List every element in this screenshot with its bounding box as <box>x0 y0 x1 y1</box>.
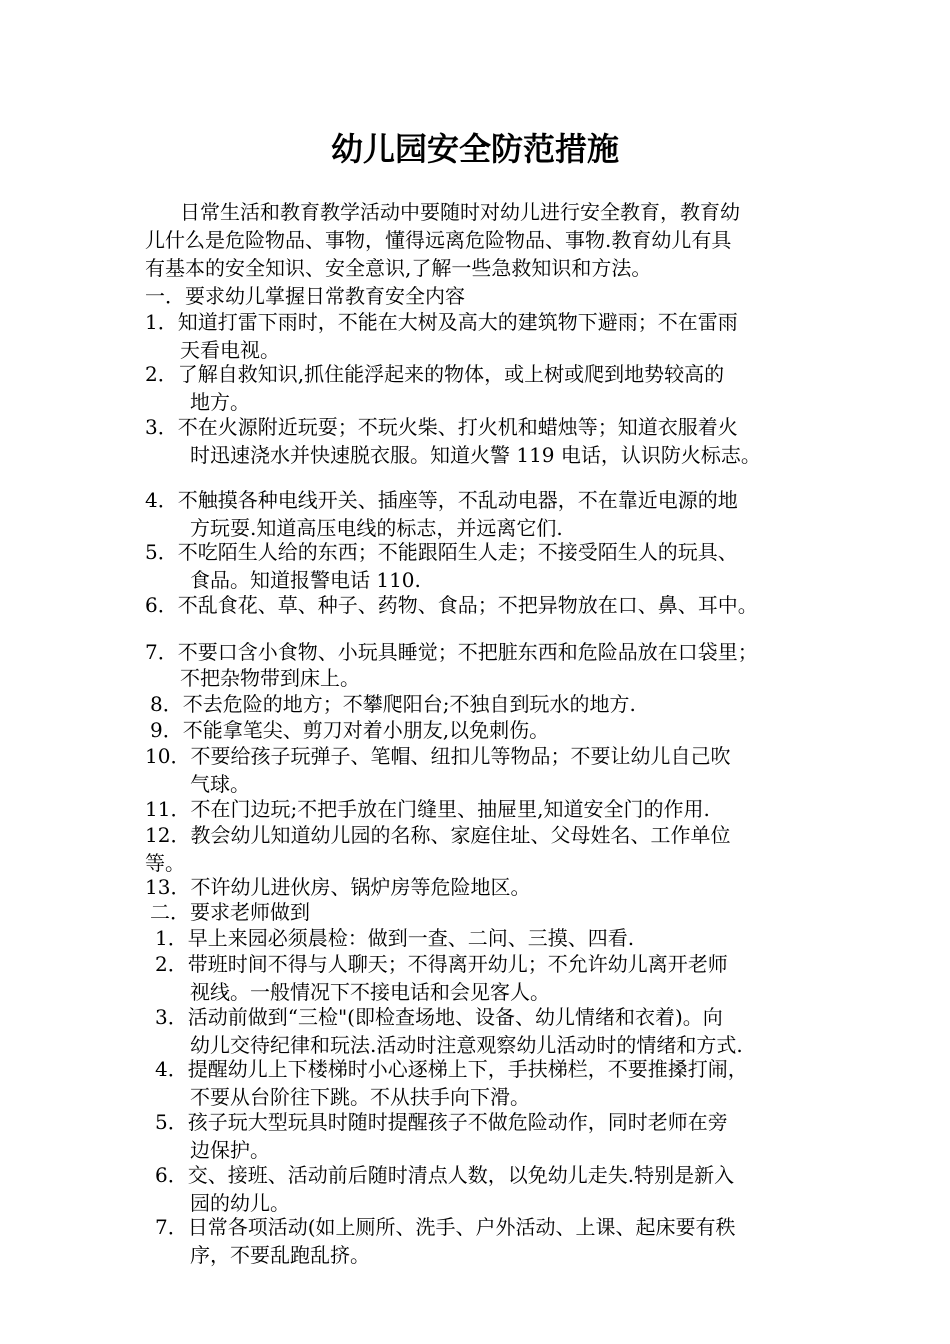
list-item-continuation: 天看电视。 <box>180 338 280 362</box>
list-item-line: 10．不要给孩子玩弹子、笔帽、纽扣儿等物品；不要让幼儿自己吹 <box>145 744 731 768</box>
list-item-line: 2．带班时间不得与人聊天；不得离开幼儿；不允许幼儿离开老师 <box>155 952 728 976</box>
list-item-line: 1．早上来园必须晨检：做到一查、二问、三摸、四看. <box>155 926 635 950</box>
list-item-line: 1．知道打雷下雨时，不能在大树及高大的建筑物下避雨；不在雷雨 <box>145 310 738 334</box>
intro-paragraph-line: 儿什么是危险物品、事物，懂得远离危险物品、事物.教育幼儿有具 <box>145 228 732 252</box>
list-item-line: 6．不乱食花、草、种子、药物、食品；不把异物放在口、鼻、耳中。 <box>145 593 758 617</box>
list-item-line: 9．不能拿笔尖、剪刀对着小朋友,以免刺伤。 <box>150 718 550 742</box>
list-item-line: 8．不去危险的地方；不攀爬阳台;不独自到玩水的地方. <box>150 692 636 716</box>
list-item-line: 11．不在门边玩;不把手放在门缝里、抽屉里,知道安全门的作用. <box>145 797 710 821</box>
list-item-line: 5．不吃陌生人给的东西；不能跟陌生人走；不接受陌生人的玩具、 <box>145 540 738 564</box>
list-item-continuation: 视线。一般情况下不接电话和会见客人。 <box>190 980 550 1004</box>
list-item-line: 6．交、接班、活动前后随时清点人数，以免幼儿走失.特别是新入 <box>155 1163 735 1187</box>
list-item-continuation: 气球。 <box>190 772 250 796</box>
list-item-line: 4．不触摸各种电线开关、插座等，不乱动电器，不在靠近电源的地 <box>145 488 738 512</box>
list-item-continuation: 方玩耍.知道高压电线的标志，并远离它们. <box>190 516 563 540</box>
list-item-continuation: 幼儿交待纪律和玩法.活动时注意观察幼儿活动时的情绪和方式. <box>190 1033 743 1057</box>
list-item-line: 7．不要口含小食物、小玩具睡觉；不把脏东西和危险品放在口袋里； <box>145 640 758 664</box>
list-item-continuation: 地方。 <box>190 390 250 414</box>
list-item-line: 13．不许幼儿进伙房、锅炉房等危险地区。 <box>145 875 531 899</box>
list-item-continuation: 时迅速浇水并快速脱衣服。知道火警 119 电话，认识防火标志。 <box>190 443 761 467</box>
intro-paragraph-line: 日常生活和教育教学活动中要随时对幼儿进行安全教育，教育幼 <box>180 200 740 224</box>
list-item-line: 4．提醒幼儿上下楼梯时小心逐梯上下，手扶梯栏，不要推搡打闹， <box>155 1057 748 1081</box>
section-heading-teachers: 二．要求老师做到 <box>150 900 310 924</box>
list-item-continuation: 不要从台阶往下跳。不从扶手向下滑。 <box>190 1085 530 1109</box>
list-item-continuation: 食品。知道报警电话 110. <box>190 568 421 592</box>
section-heading-children: 一．要求幼儿掌握日常教育安全内容 <box>145 284 465 308</box>
list-item-line: 12．教会幼儿知道幼儿园的名称、家庭住址、父母姓名、工作单位 <box>145 823 731 847</box>
intro-paragraph-line: 有基本的安全知识、安全意识,了解一些急救知识和方法。 <box>145 256 652 280</box>
list-item-line: 2．了解自救知识,抓住能浮起来的物体，或上树或爬到地势较高的 <box>145 362 725 386</box>
list-item-line: 5．孩子玩大型玩具时随时提醒孩子不做危险动作，同时老师在旁 <box>155 1110 728 1134</box>
list-item-continuation: 园的幼儿。 <box>190 1191 290 1215</box>
list-item-continuation: 边保护。 <box>190 1138 270 1162</box>
document-title: 幼儿园安全防范措施 <box>330 130 619 168</box>
list-item-continuation: 不把杂物带到床上。 <box>180 666 360 690</box>
list-item-line: 3．不在火源附近玩耍；不玩火柴、打火机和蜡烛等；知道衣服着火 <box>145 415 738 439</box>
list-item-continuation: 序，不要乱跑乱挤。 <box>190 1243 370 1267</box>
list-item-line: 7．日常各项活动(如上厕所、洗手、户外活动、上课、起床要有秩 <box>155 1215 736 1239</box>
list-item-continuation: 等。 <box>145 851 185 875</box>
list-item-line: 3．活动前做到“三检"(即检查场地、设备、幼儿情绪和衣着)。向 <box>155 1005 723 1029</box>
